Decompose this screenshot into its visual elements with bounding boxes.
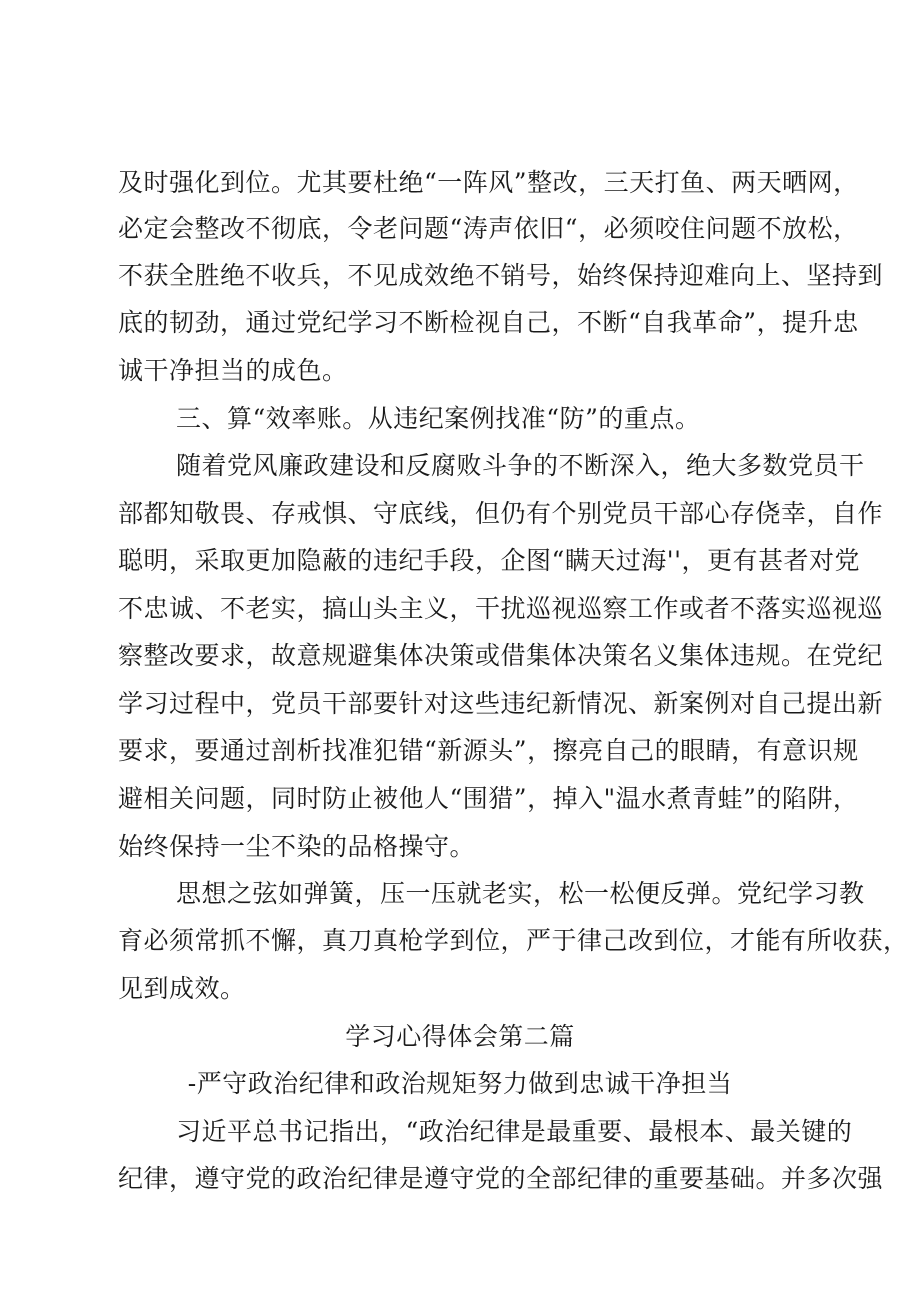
- body-line: 纪律，遵守党的政治纪律是遵守党的全部纪律的重要基础。并多次强: [118, 1164, 884, 1193]
- body-line: 随着党风廉政建设和反腐败斗争的不断深入，绝大多数党员干: [176, 451, 865, 480]
- body-line: 要求，要通过剖析找准犯错“新源头”，擦亮自己的眼睛，有意识规: [118, 736, 859, 765]
- article-title: 学习心得体会第二篇: [345, 1022, 575, 1051]
- body-line: 察整改要求，故意规避集体决策或借集体决策名义集体违规。在党纪: [118, 641, 884, 670]
- body-line: 必定会整改不彻底，令老问题“涛声依旧“，必须咬住问题不放松，: [118, 214, 859, 243]
- body-line: 聪明，采取更加隐蔽的违纪手段，企图“瞒天过海''，更有甚者对党: [118, 546, 861, 575]
- body-line: 育必须常抓不懈，真刀真枪学到位，严于律己改到位，才能有所收获，: [118, 926, 909, 955]
- body-line: 习近平总书记指出，“政治纪律是最重要、最根本、最关键的: [176, 1117, 853, 1146]
- body-line: 思想之弦如弹簧，压一压就老实，松一松便反弹。党纪学习教: [176, 879, 865, 908]
- body-line: 见到成效。: [118, 974, 246, 1003]
- body-line: 诚干净担当的成色。: [118, 356, 348, 385]
- body-line: 部都知敬畏、存戒惧、守底线，但仍有个别党员干部心存侥幸，自作: [118, 499, 884, 528]
- section-heading: 三、算“效率账。从违纪案例找准“防”的重点。: [176, 404, 701, 433]
- article-subtitle: -严守政治纪律和政治规矩努力做到忠诚干净担当: [187, 1069, 733, 1098]
- body-line: 及时强化到位。尤其要杜绝“一阵风”整改，三天打鱼、两天晒网，: [118, 168, 859, 197]
- body-line: 不获全胜绝不收兵，不见成效绝不销号，始终保持迎难向上、坚持到: [118, 261, 884, 290]
- body-line: 避相关问题，同时防止被他人“围猎”，掉入"温水煮青蛙”的陷阱，: [118, 784, 859, 813]
- body-line: 学习过程中，党员干部要针对这些违纪新情况、新案例对自己提出新: [118, 689, 884, 718]
- body-line: 不忠诚、不老实，搞山头主义，干扰巡视巡察工作或者不落实巡视巡: [118, 594, 884, 623]
- body-line: 始终保持一尘不染的品格操守。: [118, 832, 476, 861]
- body-line: 底的韧劲，通过党纪学习不断检视自己，不断“自我革命”，提升忠: [118, 308, 859, 337]
